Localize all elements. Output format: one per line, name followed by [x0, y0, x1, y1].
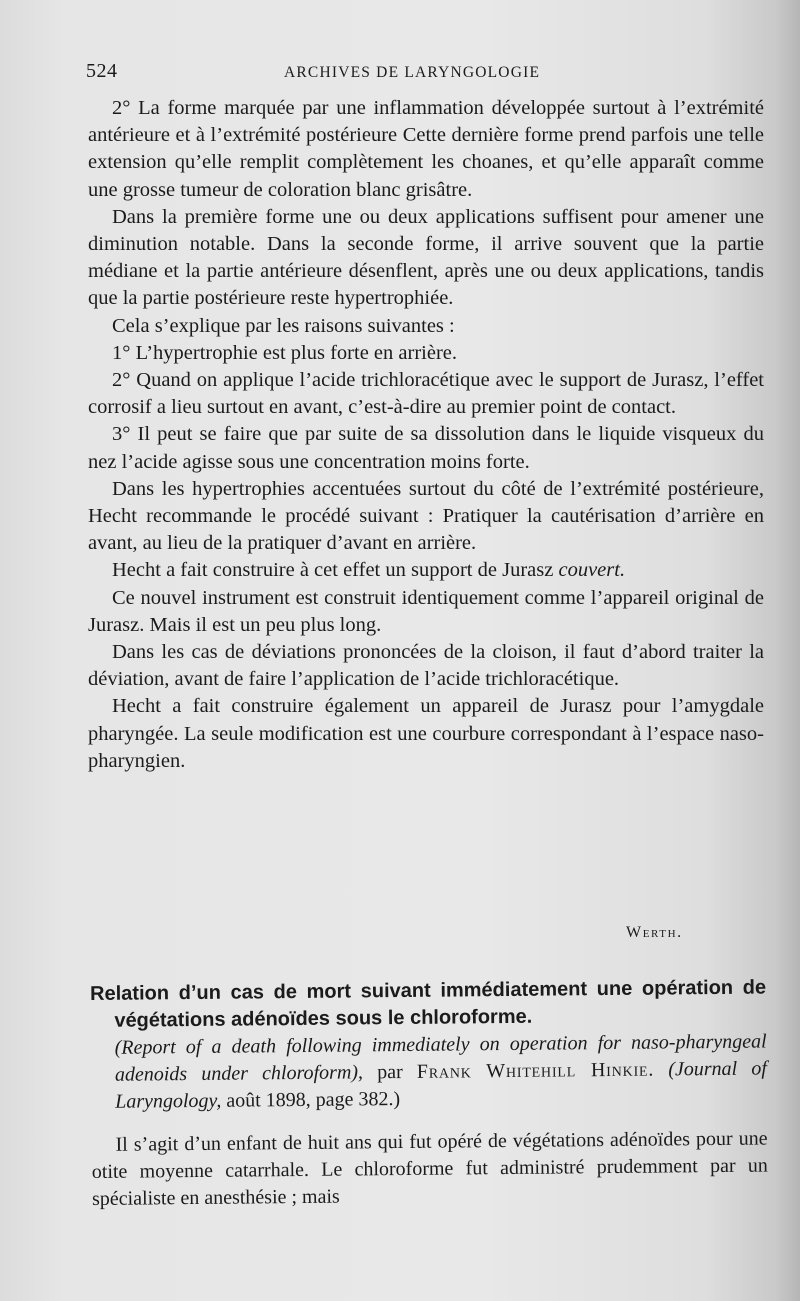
main-text [88, 95, 764, 775]
reference-author: Frank Whitehill Hinkie. [416, 1058, 655, 1083]
paragraph: 1° L’hypertrophie est plus forte en arrière. [112, 341, 457, 364]
paragraph: Dans les hypertrophies accentuées surtout du côté de l’extrémité postérieure, Hecht recommande le procédé suivant : Pratiquer la cautérisation d’arrière en avant, au lieu de la pratiquer d’avant en arrière. [88, 477, 764, 555]
paragraph: Cela s’explique par les raisons suivantes : [112, 314, 455, 337]
reference-par: par [362, 1060, 417, 1084]
paragraph [88, 557, 764, 584]
paragraph: Dans la première forme une ou deux applications suffisent pour amener une diminution notable. Dans la seconde forme, il arrive souvent que la partie médiane et la partie antérieure désenflent, après une ou deux applications, tandis que la partie postérieure reste hypertrophiée. [88, 205, 764, 310]
paragraph-text: Hecht a fait construire à cet effet un support de Jurasz [112, 559, 559, 582]
paragraph: 2° La forme marquée par une inflammation développée surtout à l’extrémité antérieure et à l’extrémité postérieure Cette dernière forme prend parfois une telle extension qu’elle remplit complètement les choanes, et qu’elle apparaît comme une grosse tumeur de coloration blanc grisâtre. [88, 97, 764, 201]
signature-text: Werth. [626, 924, 683, 941]
paragraph: Hecht a fait construire également un appareil de Jurasz pour l’amygdale pharyngée. La seule modification est une courbure correspondant à l’espace naso-pharyngien. [88, 695, 764, 772]
paragraph: 3° Il peut se faire que par suite de sa dissolution dans le liquide visqueux du nez l’acide agisse sous une concentration moins forte. [88, 423, 764, 473]
reference-date: août 1898, page 382.) [221, 1088, 401, 1112]
article-section [90, 975, 768, 1213]
author-signature [626, 924, 683, 942]
paragraph: Dans les cas de déviations prononcées de la cloison, il faut d’abord traiter la déviation, avant de faire l’application de l’acide trichloracétique. [88, 641, 764, 691]
paragraph: Ce nouvel instrument est construit identiquement comme l’appareil original de Jurasz. Mais il est un peu plus long. [88, 586, 764, 636]
article-reference [91, 1029, 768, 1116]
running-title: ARCHIVES DE LARYNGOLOGIE [284, 64, 541, 81]
page-number: 524 [86, 60, 118, 82]
italic-word: couvert. [558, 559, 626, 582]
article-body: Il s’agit d’un enfant de huit ans qui fut opéré de végétations adénoïdes pour une otite moyenne catarrhale. Le chloroforme fut administré prudemment par un spécialiste en anesthésie ; mais [91, 1127, 768, 1210]
paragraph: 2° Quand on applique l’acide trichloracétique avec le support de Jurasz, l’effet corrosif a lieu surtout en avant, c’est-à-dire au premier point de contact. [88, 369, 764, 419]
page-header [86, 60, 766, 90]
article-heading: Relation d’un cas de mort suivant immédiatement une opération de végétations adénoïdes sous le chloroforme. [90, 976, 767, 1032]
reference-journal: (Journal of Laryngology, [115, 1057, 767, 1113]
reference-title: (Report of a death following immediately on operation for naso-pharyngeal adenoids under chloroform), [114, 1030, 767, 1086]
